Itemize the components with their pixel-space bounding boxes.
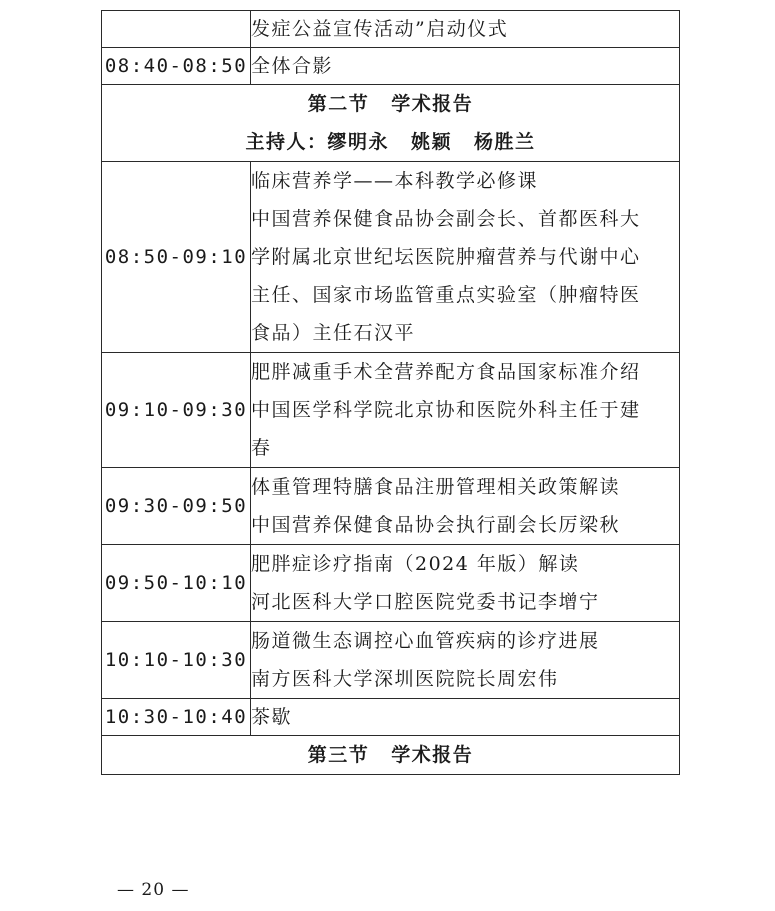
time-cell: 09:30-09:50 [102, 468, 251, 545]
speaker-line: 学附属北京世纪坛医院肿瘤营养与代谢中心 [251, 246, 641, 268]
table-row [102, 353, 680, 468]
speaker-line: 主任、国家市场监管重点实验室（肿瘤特医 [251, 284, 641, 306]
speaker-line: 河北医科大学口腔医院党委书记李增宁 [251, 591, 600, 613]
section-header-row [102, 736, 680, 775]
section-hosts [102, 123, 679, 161]
time-cell [102, 11, 251, 48]
time-cell: 10:10-10:30 [102, 622, 251, 699]
section-topic: 学术报告 [391, 93, 474, 115]
time-cell: 08:40-08:50 [102, 48, 251, 85]
section-title [102, 736, 679, 774]
table-row [102, 468, 680, 545]
section-title [102, 85, 679, 123]
speaker-line: 食品）主任石汉平 [251, 322, 416, 344]
section-header-row [102, 85, 680, 162]
talk-title: 临床营养学——本科教学必修课 [251, 170, 539, 192]
host-label: 主持人：缪明永 [245, 131, 389, 153]
speaker-line: 南方医科大学深圳医院院长周宏伟 [251, 668, 559, 690]
host-name: 杨胜兰 [474, 131, 536, 153]
content-line: 茶歇 [251, 706, 293, 728]
content-cell [251, 545, 680, 622]
table-row [102, 545, 680, 622]
table-row [102, 11, 680, 48]
page-number: — 20 — [117, 880, 190, 900]
time-cell: 08:50-09:10 [102, 162, 251, 353]
section-header [102, 85, 680, 162]
section-number: 第三节 [307, 744, 370, 766]
content-cell [251, 11, 680, 48]
content-line: 全体合影 [251, 55, 334, 77]
table-row [102, 48, 680, 85]
section-topic: 学术报告 [391, 744, 474, 766]
section-header [102, 736, 680, 775]
host-name: 姚颖 [410, 131, 452, 153]
time-cell: 09:10-09:30 [102, 353, 251, 468]
content-line: 发症公益宣传活动”启动仪式 [251, 18, 509, 40]
speaker-line: 春 [251, 437, 272, 459]
talk-title: 肠道微生态调控心血管疾病的诊疗进展 [251, 630, 600, 652]
table-row [102, 699, 680, 736]
time-cell: 10:30-10:40 [102, 699, 251, 736]
content-cell [251, 353, 680, 468]
talk-title: 体重管理特膳食品注册管理相关政策解读 [251, 476, 621, 498]
talk-title: 肥胖减重手术全营养配方食品国家标准介绍 [251, 361, 641, 383]
talk-title: 肥胖症诊疗指南（2024 年版）解读 [251, 553, 580, 575]
speaker-line: 中国营养保健食品协会副会长、首都医科大 [251, 208, 641, 230]
content-cell [251, 699, 680, 736]
table-row [102, 162, 680, 353]
speaker-line: 中国营养保健食品协会执行副会长厉梁秋 [251, 514, 621, 536]
schedule-table [101, 10, 680, 775]
content-cell [251, 468, 680, 545]
content-cell [251, 622, 680, 699]
speaker-line: 中国医学科学院北京协和医院外科主任于建 [251, 399, 641, 421]
table-row [102, 622, 680, 699]
content-cell [251, 162, 680, 353]
section-number: 第二节 [307, 93, 370, 115]
time-cell: 09:50-10:10 [102, 545, 251, 622]
content-cell [251, 48, 680, 85]
